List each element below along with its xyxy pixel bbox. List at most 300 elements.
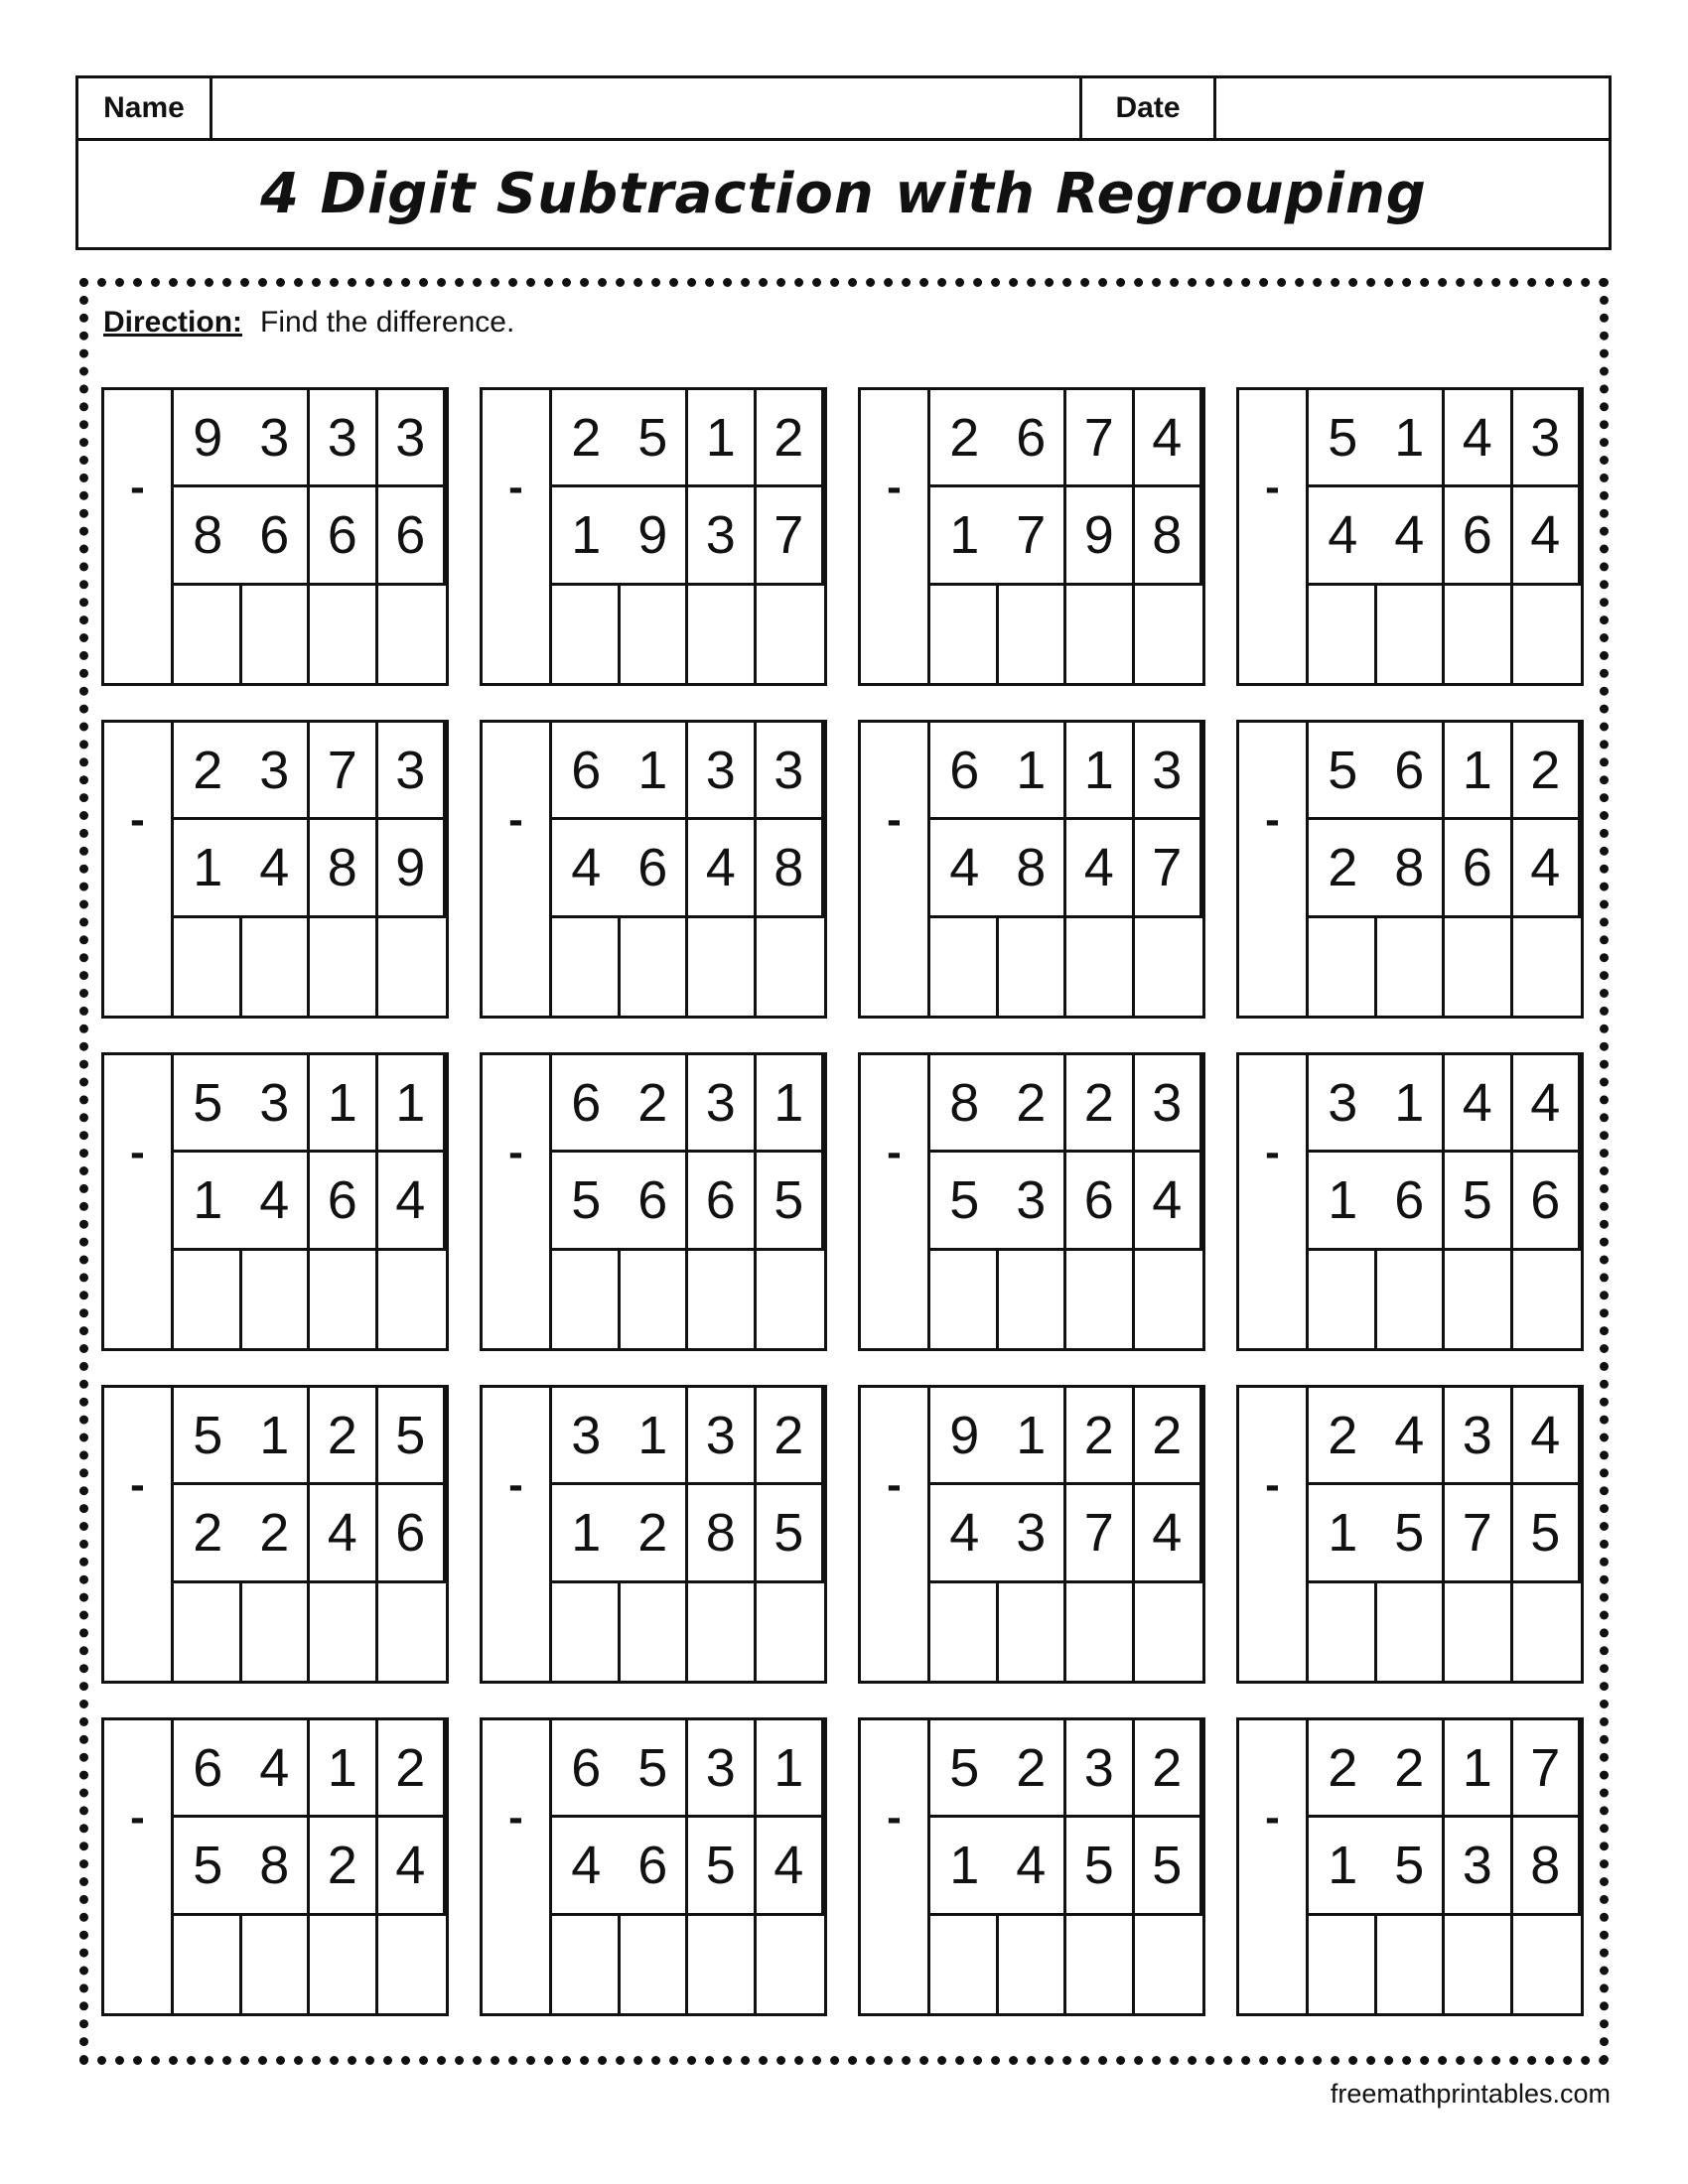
answer-cell[interactable] [1377, 1251, 1446, 1348]
minuend-digit: 2 [310, 1388, 378, 1485]
subtraction-problem [101, 1052, 449, 1351]
answer-cell[interactable] [688, 1916, 757, 2013]
answer-cell[interactable] [930, 586, 999, 683]
answer-cell[interactable] [757, 918, 825, 1016]
answer-cell[interactable] [861, 586, 930, 683]
answer-cell[interactable] [104, 1583, 174, 1681]
subtrahend-digit: 5 [1135, 1818, 1203, 1915]
answer-cell[interactable] [242, 1251, 311, 1348]
minuend-digit: 1 [1066, 723, 1135, 820]
minuend-digit: 5 [930, 1720, 999, 1818]
worksheet-title: 4 Digit Subtraction with Regrouping [260, 162, 1427, 226]
minuend-digit: 1 [310, 1720, 378, 1818]
subtrahend-digit: 5 [1445, 1153, 1513, 1250]
minuend-digit: 7 [1066, 390, 1135, 487]
answer-cell[interactable] [861, 1251, 930, 1348]
answer-cell[interactable] [621, 1251, 689, 1348]
minuend-digit: 5 [174, 1388, 242, 1485]
minuend-digit: 2 [1377, 1720, 1446, 1818]
subtrahend-digit: 6 [1377, 1153, 1446, 1250]
minuend-digit: 3 [688, 723, 757, 820]
minuend-digit: 9 [930, 1388, 999, 1485]
minuend-digit: 5 [378, 1388, 447, 1485]
answer-cell[interactable] [310, 1251, 378, 1348]
answer-cell[interactable] [688, 1583, 757, 1681]
answer-cell[interactable] [242, 918, 311, 1016]
minuend-digit: 5 [621, 390, 689, 487]
subtrahend-digit: 4 [1309, 487, 1377, 585]
minuend-digit: 3 [1513, 390, 1582, 487]
minuend-digit: 1 [1445, 723, 1513, 820]
minus-sign: - [483, 1055, 552, 1251]
answer-cell[interactable] [378, 586, 447, 683]
answer-cell[interactable] [242, 586, 311, 683]
answer-cell[interactable] [757, 1251, 825, 1348]
date-field[interactable] [1216, 78, 1609, 138]
minuend-digit: 2 [174, 723, 242, 820]
name-date-row [78, 78, 1609, 141]
subtrahend-digit: 5 [1377, 1485, 1446, 1582]
minuend-digit: 6 [552, 723, 621, 820]
answer-cell[interactable] [1135, 1251, 1203, 1348]
answer-cell[interactable] [757, 1583, 825, 1681]
subtrahend-digit: 8 [310, 820, 378, 917]
subtrahend-digit: 6 [1066, 1153, 1135, 1250]
answer-cell[interactable] [1309, 586, 1377, 683]
answer-cell[interactable] [1309, 1251, 1377, 1348]
date-label: Date [1115, 91, 1181, 124]
answer-cell[interactable] [378, 1916, 447, 2013]
subtraction-problem [1236, 387, 1584, 686]
subtrahend-digit: 4 [757, 1818, 825, 1915]
answer-cell[interactable] [1135, 1916, 1203, 2013]
answer-cell[interactable] [930, 1251, 999, 1348]
answer-cell[interactable] [552, 586, 621, 683]
subtrahend-digit: 1 [174, 1153, 242, 1250]
minuend-digit: 1 [621, 1388, 689, 1485]
minuend-digit: 6 [999, 390, 1067, 487]
subtrahend-digit: 1 [930, 487, 999, 585]
minuend-digit: 4 [242, 1720, 311, 1818]
subtrahend-digit: 6 [1445, 487, 1513, 585]
answer-cell[interactable] [930, 1583, 999, 1681]
answer-cell[interactable] [483, 918, 552, 1016]
minuend-digit: 3 [1445, 1388, 1513, 1485]
subtraction-problem [1236, 1052, 1584, 1351]
subtraction-problem [480, 1717, 827, 2016]
subtraction-problem [858, 1385, 1205, 1684]
minuend-digit: 2 [999, 1055, 1067, 1153]
minuend-digit: 2 [1135, 1720, 1203, 1818]
answer-cell[interactable] [1239, 1583, 1309, 1681]
minuend-digit: 1 [310, 1055, 378, 1153]
minuend-digit: 5 [1309, 723, 1377, 820]
answer-cell[interactable] [378, 1251, 447, 1348]
minuend-digit: 6 [552, 1720, 621, 1818]
answer-cell[interactable] [1377, 918, 1446, 1016]
subtrahend-digit: 2 [242, 1485, 311, 1582]
direction-label: Direction: [103, 306, 243, 339]
minuend-digit: 3 [242, 723, 311, 820]
direction-text: Find the difference. [260, 306, 515, 339]
minuend-digit: 3 [242, 1055, 311, 1153]
answer-cell[interactable] [1377, 586, 1446, 683]
subtrahend-digit: 8 [688, 1485, 757, 1582]
minuend-digit: 4 [1513, 1055, 1582, 1153]
subtrahend-digit: 5 [930, 1153, 999, 1250]
minus-sign: - [483, 390, 552, 586]
answer-cell[interactable] [930, 1916, 999, 2013]
subtraction-problem [101, 1385, 449, 1684]
minuend-digit: 3 [242, 390, 311, 487]
minuend-digit: 1 [688, 390, 757, 487]
answer-cell[interactable] [621, 918, 689, 1016]
minuend-digit: 2 [757, 390, 825, 487]
subtraction-problem [1236, 1385, 1584, 1684]
minuend-digit: 2 [621, 1055, 689, 1153]
answer-cell[interactable] [999, 1583, 1067, 1681]
subtrahend-digit: 4 [378, 1153, 447, 1250]
answer-cell[interactable] [621, 586, 689, 683]
subtraction-problem [101, 1717, 449, 2016]
answer-cell[interactable] [861, 1916, 930, 2013]
answer-cell[interactable] [104, 1916, 174, 2013]
minus-sign: - [861, 1720, 930, 1916]
subtrahend-digit: 6 [378, 487, 447, 585]
answer-cell[interactable] [552, 1251, 621, 1348]
subtrahend-digit: 5 [688, 1818, 757, 1915]
minuend-digit: 3 [688, 1388, 757, 1485]
answer-cell[interactable] [1513, 1583, 1582, 1681]
subtrahend-digit: 8 [757, 820, 825, 917]
answer-cell[interactable] [621, 1583, 689, 1681]
minuend-digit: 2 [757, 1388, 825, 1485]
subtrahend-digit: 4 [1377, 487, 1446, 585]
answer-cell[interactable] [930, 918, 999, 1016]
answer-cell[interactable] [688, 1251, 757, 1348]
minuend-digit: 6 [930, 723, 999, 820]
answer-cell[interactable] [1445, 586, 1513, 683]
answer-cell[interactable] [174, 1916, 242, 2013]
answer-cell[interactable] [483, 1916, 552, 2013]
minuend-digit: 1 [1445, 1720, 1513, 1818]
minuend-digit: 2 [1066, 1055, 1135, 1153]
answer-cell[interactable] [552, 1916, 621, 2013]
minus-sign: - [861, 1388, 930, 1583]
minuend-digit: 1 [242, 1388, 311, 1485]
minuend-digit: 2 [930, 390, 999, 487]
subtrahend-digit: 7 [999, 487, 1067, 585]
subtrahend-digit: 4 [1066, 820, 1135, 917]
minus-sign: - [1239, 723, 1309, 918]
subtrahend-digit: 1 [174, 820, 242, 917]
minus-sign: - [861, 390, 930, 586]
minus-sign: - [1239, 390, 1309, 586]
subtrahend-digit: 4 [688, 820, 757, 917]
answer-cell[interactable] [1513, 1251, 1582, 1348]
subtraction-problem [101, 720, 449, 1019]
minus-sign: - [104, 723, 174, 918]
minuend-digit: 2 [552, 390, 621, 487]
subtrahend-digit: 4 [1513, 820, 1582, 917]
minuend-digit: 1 [621, 723, 689, 820]
subtrahend-digit: 5 [757, 1485, 825, 1582]
answer-cell[interactable] [310, 918, 378, 1016]
subtrahend-digit: 2 [174, 1485, 242, 1582]
subtrahend-digit: 2 [310, 1818, 378, 1915]
answer-cell[interactable] [104, 918, 174, 1016]
subtrahend-digit: 7 [1445, 1485, 1513, 1582]
answer-cell[interactable] [174, 586, 242, 683]
minus-sign: - [104, 390, 174, 586]
subtrahend-digit: 5 [1513, 1485, 1582, 1582]
minus-sign: - [104, 1055, 174, 1251]
answer-cell[interactable] [310, 1916, 378, 2013]
subtrahend-digit: 4 [242, 820, 311, 917]
answer-cell[interactable] [104, 586, 174, 683]
minuend-digit: 3 [688, 1055, 757, 1153]
subtrahend-digit: 6 [242, 487, 311, 585]
subtrahend-digit: 4 [552, 820, 621, 917]
minuend-digit: 4 [1377, 1388, 1446, 1485]
minuend-digit: 3 [1066, 1720, 1135, 1818]
answer-cell[interactable] [1309, 1583, 1377, 1681]
subtrahend-digit: 4 [1135, 1485, 1203, 1582]
answer-cell[interactable] [1513, 918, 1582, 1016]
direction-line [103, 306, 514, 340]
answer-cell[interactable] [1377, 1583, 1446, 1681]
minus-sign: - [1239, 1388, 1309, 1583]
subtrahend-digit: 8 [1135, 487, 1203, 585]
minuend-digit: 4 [1135, 390, 1203, 487]
minuend-digit: 2 [1066, 1388, 1135, 1485]
minuend-digit: 2 [1513, 723, 1582, 820]
subtrahend-digit: 8 [174, 487, 242, 585]
minuend-digit: 4 [1513, 1388, 1582, 1485]
answer-cell[interactable] [174, 918, 242, 1016]
subtrahend-digit: 1 [1309, 1153, 1377, 1250]
subtrahend-digit: 1 [930, 1818, 999, 1915]
minuend-digit: 1 [999, 723, 1067, 820]
answer-cell[interactable] [104, 1251, 174, 1348]
answer-cell[interactable] [999, 918, 1067, 1016]
minuend-digit: 2 [1309, 1720, 1377, 1818]
minuend-digit: 4 [1445, 390, 1513, 487]
minuend-digit: 2 [378, 1720, 447, 1818]
minus-sign: - [1239, 1720, 1309, 1916]
answer-cell[interactable] [1066, 586, 1135, 683]
subtrahend-digit: 4 [310, 1485, 378, 1582]
answer-cell[interactable] [757, 586, 825, 683]
answer-cell[interactable] [552, 1583, 621, 1681]
answer-cell[interactable] [310, 1583, 378, 1681]
answer-cell[interactable] [1445, 918, 1513, 1016]
subtrahend-digit: 5 [757, 1153, 825, 1250]
minus-sign: - [483, 1720, 552, 1916]
subtrahend-digit: 7 [757, 487, 825, 585]
minuend-digit: 3 [1135, 1055, 1203, 1153]
subtrahend-digit: 5 [1377, 1818, 1446, 1915]
subtrahend-digit: 3 [688, 487, 757, 585]
minuend-digit: 3 [688, 1720, 757, 1818]
subtrahend-digit: 1 [1309, 1818, 1377, 1915]
subtrahend-digit: 4 [930, 820, 999, 917]
minuend-digit: 6 [1377, 723, 1446, 820]
answer-cell[interactable] [688, 586, 757, 683]
answer-cell[interactable] [378, 918, 447, 1016]
answer-cell[interactable] [1066, 918, 1135, 1016]
subtrahend-digit: 2 [1309, 820, 1377, 917]
minuend-digit: 1 [999, 1388, 1067, 1485]
answer-cell[interactable] [1513, 1916, 1582, 2013]
minuend-digit: 9 [174, 390, 242, 487]
minus-sign: - [1239, 1055, 1309, 1251]
footer-site: freemathprintables.com [1330, 2079, 1611, 2109]
minus-sign: - [861, 723, 930, 918]
problem-grid [101, 387, 1585, 2015]
answer-cell[interactable] [1066, 1916, 1135, 2013]
answer-cell[interactable] [999, 586, 1067, 683]
subtraction-problem [858, 1717, 1205, 2016]
subtrahend-digit: 7 [1135, 820, 1203, 917]
subtrahend-digit: 7 [1066, 1485, 1135, 1582]
minus-sign: - [861, 1055, 930, 1251]
subtraction-problem [480, 1385, 827, 1684]
subtrahend-digit: 4 [930, 1485, 999, 1582]
subtrahend-digit: 1 [1309, 1485, 1377, 1582]
answer-cell[interactable] [378, 1583, 447, 1681]
minuend-digit: 1 [1377, 390, 1446, 487]
answer-cell[interactable] [1239, 1916, 1309, 2013]
answer-cell[interactable] [1135, 1583, 1203, 1681]
minus-sign: - [104, 1720, 174, 1916]
minuend-digit: 5 [621, 1720, 689, 1818]
name-label: Name [103, 91, 185, 124]
answer-cell[interactable] [1445, 1251, 1513, 1348]
minuend-digit: 3 [1309, 1055, 1377, 1153]
subtrahend-digit: 6 [1513, 1153, 1582, 1250]
answer-cell[interactable] [1309, 918, 1377, 1016]
minuend-digit: 2 [1309, 1388, 1377, 1485]
minus-sign: - [483, 723, 552, 918]
answer-cell[interactable] [1445, 1583, 1513, 1681]
subtraction-problem [1236, 1717, 1584, 2016]
answer-cell[interactable] [552, 918, 621, 1016]
minuend-digit: 5 [1309, 390, 1377, 487]
subtrahend-digit: 8 [1513, 1818, 1582, 1915]
answer-cell[interactable] [1066, 1583, 1135, 1681]
subtrahend-digit: 6 [310, 487, 378, 585]
minuend-digit: 7 [310, 723, 378, 820]
name-label-cell [78, 78, 212, 138]
subtrahend-digit: 2 [621, 1485, 689, 1582]
minus-sign: - [104, 1388, 174, 1583]
answer-cell[interactable] [1135, 586, 1203, 683]
subtrahend-digit: 8 [999, 820, 1067, 917]
minuend-digit: 3 [1135, 723, 1203, 820]
answer-cell[interactable] [1239, 918, 1309, 1016]
answer-cell[interactable] [1377, 1916, 1446, 2013]
subtraction-problem [858, 387, 1205, 686]
subtrahend-digit: 6 [310, 1153, 378, 1250]
minus-sign: - [483, 1388, 552, 1583]
minuend-digit: 1 [757, 1720, 825, 1818]
answer-cell[interactable] [483, 1583, 552, 1681]
subtrahend-digit: 1 [552, 1485, 621, 1582]
minuend-digit: 2 [1135, 1388, 1203, 1485]
subtrahend-digit: 3 [999, 1485, 1067, 1582]
minuend-digit: 6 [552, 1055, 621, 1153]
subtrahend-digit: 4 [1135, 1153, 1203, 1250]
minuend-digit: 1 [757, 1055, 825, 1153]
answer-cell[interactable] [1239, 586, 1309, 683]
subtrahend-digit: 9 [378, 820, 447, 917]
answer-cell[interactable] [242, 1583, 311, 1681]
minuend-digit: 1 [1377, 1055, 1446, 1153]
subtrahend-digit: 1 [552, 487, 621, 585]
subtrahend-digit: 9 [1066, 487, 1135, 585]
answer-cell[interactable] [483, 586, 552, 683]
answer-cell[interactable] [310, 586, 378, 683]
subtrahend-digit: 8 [242, 1818, 311, 1915]
minuend-digit: 4 [1445, 1055, 1513, 1153]
answer-cell[interactable] [1239, 1251, 1309, 1348]
answer-cell[interactable] [174, 1251, 242, 1348]
minuend-digit: 1 [378, 1055, 447, 1153]
subtraction-problem [858, 720, 1205, 1019]
answer-cell[interactable] [688, 918, 757, 1016]
answer-cell[interactable] [1135, 918, 1203, 1016]
answer-cell[interactable] [861, 1583, 930, 1681]
answer-cell[interactable] [757, 1916, 825, 2013]
subtraction-problem [1236, 720, 1584, 1019]
subtrahend-digit: 6 [621, 1818, 689, 1915]
name-field[interactable] [212, 78, 1082, 138]
subtrahend-digit: 6 [378, 1485, 447, 1582]
subtrahend-digit: 3 [999, 1153, 1067, 1250]
minuend-digit: 3 [378, 723, 447, 820]
minuend-digit: 5 [174, 1055, 242, 1153]
subtraction-problem [858, 1052, 1205, 1351]
subtrahend-digit: 5 [552, 1153, 621, 1250]
subtrahend-digit: 5 [1066, 1818, 1135, 1915]
minuend-digit: 3 [552, 1388, 621, 1485]
answer-cell[interactable] [1309, 1916, 1377, 2013]
answer-cell[interactable] [999, 1916, 1067, 2013]
answer-cell[interactable] [483, 1251, 552, 1348]
answer-cell[interactable] [621, 1916, 689, 2013]
answer-cell[interactable] [999, 1251, 1067, 1348]
subtrahend-digit: 4 [1513, 487, 1582, 585]
subtraction-problem [101, 387, 449, 686]
answer-cell[interactable] [1513, 586, 1582, 683]
subtrahend-digit: 8 [1377, 820, 1446, 917]
minuend-digit: 3 [378, 390, 447, 487]
subtrahend-digit: 6 [621, 820, 689, 917]
answer-cell[interactable] [1445, 1916, 1513, 2013]
answer-cell[interactable] [861, 918, 930, 1016]
subtraction-problem [480, 387, 827, 686]
subtrahend-digit: 4 [999, 1818, 1067, 1915]
subtraction-problem [480, 720, 827, 1019]
answer-cell[interactable] [174, 1583, 242, 1681]
answer-cell[interactable] [1066, 1251, 1135, 1348]
answer-cell[interactable] [242, 1916, 311, 2013]
minuend-digit: 3 [310, 390, 378, 487]
subtrahend-digit: 9 [621, 487, 689, 585]
subtrahend-digit: 6 [621, 1153, 689, 1250]
minuend-digit: 3 [757, 723, 825, 820]
